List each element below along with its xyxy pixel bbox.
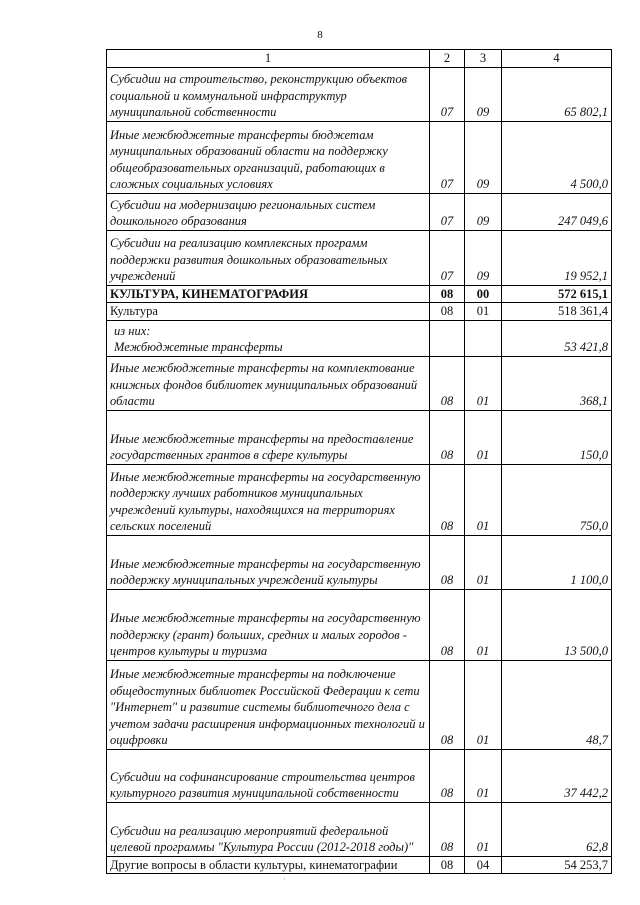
row-name: Субсидии на софинансирование строительства центров культурного развития муниципальной собственности [107, 749, 430, 802]
row-name-sub: Межбюджетные трансферты [114, 340, 283, 354]
section-code: 08 [430, 410, 465, 464]
section-code: 08 [430, 464, 465, 535]
header-cell-1: 1 [107, 50, 430, 68]
table-row [107, 67, 612, 121]
subsection-code: 09 [465, 121, 502, 193]
section-code: 08 [430, 660, 465, 749]
amount: 572 615,1 [502, 285, 612, 303]
subsection-code: 01 [465, 589, 502, 660]
row-name [107, 320, 430, 356]
table-row [107, 410, 612, 464]
subsection-code: 09 [465, 67, 502, 121]
table-row [107, 356, 612, 410]
subsection-code: 00 [465, 285, 502, 303]
section-code: 08 [430, 285, 465, 303]
section-code: 08 [430, 589, 465, 660]
subsection-code [465, 320, 502, 356]
table-row [107, 464, 612, 535]
subsection-code: 01 [465, 802, 502, 856]
amount: 62,8 [502, 802, 612, 856]
row-name: Субсидии на реализацию комплексных программ поддержки развития дошкольных образовательных учреждений [107, 230, 430, 285]
scan-artifact: · [283, 874, 286, 884]
row-name: Иные межбюджетные трансферты на государственную поддержку лучших работников муниципальных учреждений культуры, находящихся на территориях сельских поселений [107, 464, 430, 535]
row-name: Субсидии на строительство, реконструкцию объектов социальной и коммунальной инфраструктур муниципальной собственности [107, 67, 430, 121]
subsection-code: 01 [465, 660, 502, 749]
table-row [107, 535, 612, 589]
header-cell-2: 2 [430, 50, 465, 68]
row-name: Культура [107, 303, 430, 321]
row-name: КУЛЬТУРА, КИНЕМАТОГРАФИЯ [107, 285, 430, 303]
table-row [107, 193, 612, 230]
section-code: 07 [430, 230, 465, 285]
section-code: 08 [430, 535, 465, 589]
section-code [430, 320, 465, 356]
section-code: 08 [430, 802, 465, 856]
header-cell-3: 3 [465, 50, 502, 68]
row-name: Иные межбюджетные трансферты бюджетам муниципальных образований области на поддержку общеобразовательных организаций, работающих в сложных социальных условиях [107, 121, 430, 193]
amount: 54 253,7 [502, 856, 612, 874]
table-row [107, 802, 612, 856]
amount: 13 500,0 [502, 589, 612, 660]
section-code: 08 [430, 303, 465, 321]
header-cell-4: 4 [502, 50, 612, 68]
table-row [107, 749, 612, 802]
subsection-code: 01 [465, 410, 502, 464]
table-row [107, 660, 612, 749]
subsection-code: 09 [465, 193, 502, 230]
section-code: 07 [430, 121, 465, 193]
amount: 750,0 [502, 464, 612, 535]
table-row [107, 230, 612, 285]
subsection-code: 01 [465, 356, 502, 410]
amount: 150,0 [502, 410, 612, 464]
table-row [107, 856, 612, 874]
table-row [107, 303, 612, 321]
row-name: Другие вопросы в области культуры, кинематографии [107, 856, 430, 874]
subsection-code: 01 [465, 749, 502, 802]
row-name: Иные межбюджетные трансферты на государственную поддержку муниципальных учреждений культуры [107, 535, 430, 589]
subsection-code: 09 [465, 230, 502, 285]
row-name-prefix: из них: [114, 323, 151, 338]
row-name: Иные межбюджетные трансферты на подключение общедоступных библиотек Российской Федерации к сети "Интернет" и развитие системы библиотечного дела с учетом задачи расширения информационных технологий и оцифровки [107, 660, 430, 749]
table-row [107, 589, 612, 660]
table-row [107, 285, 612, 303]
table-row [107, 121, 612, 193]
page-number: 8 [317, 29, 323, 41]
table-header-row [107, 50, 612, 68]
subsection-code: 01 [465, 535, 502, 589]
subsection-code: 01 [465, 303, 502, 321]
row-name: Субсидии на модернизацию региональных систем дошкольного образования [107, 193, 430, 230]
amount: 19 952,1 [502, 230, 612, 285]
table-row [107, 320, 612, 356]
amount: 48,7 [502, 660, 612, 749]
row-name: Субсидии на реализацию мероприятий федеральной целевой программы "Культура России (2012-2018 годы)" [107, 802, 430, 856]
section-code: 08 [430, 356, 465, 410]
amount: 368,1 [502, 356, 612, 410]
section-code: 08 [430, 749, 465, 802]
amount: 53 421,8 [502, 320, 612, 356]
section-code: 07 [430, 67, 465, 121]
row-name: Иные межбюджетные трансферты на предоставление государственных грантов в сфере культуры [107, 410, 430, 464]
amount: 1 100,0 [502, 535, 612, 589]
row-name: Иные межбюджетные трансферты на комплектование книжных фондов библиотек муниципальных образований области [107, 356, 430, 410]
subsection-code: 04 [465, 856, 502, 874]
amount: 65 802,1 [502, 67, 612, 121]
amount: 247 049,6 [502, 193, 612, 230]
budget-table [106, 49, 612, 874]
amount: 518 361,4 [502, 303, 612, 321]
subsection-code: 01 [465, 464, 502, 535]
amount: 4 500,0 [502, 121, 612, 193]
row-name: Иные межбюджетные трансферты на государственную поддержку (грант) больших, средних и малых городов - центров культуры и туризма [107, 589, 430, 660]
section-code: 08 [430, 856, 465, 874]
section-code: 07 [430, 193, 465, 230]
amount: 37 442,2 [502, 749, 612, 802]
